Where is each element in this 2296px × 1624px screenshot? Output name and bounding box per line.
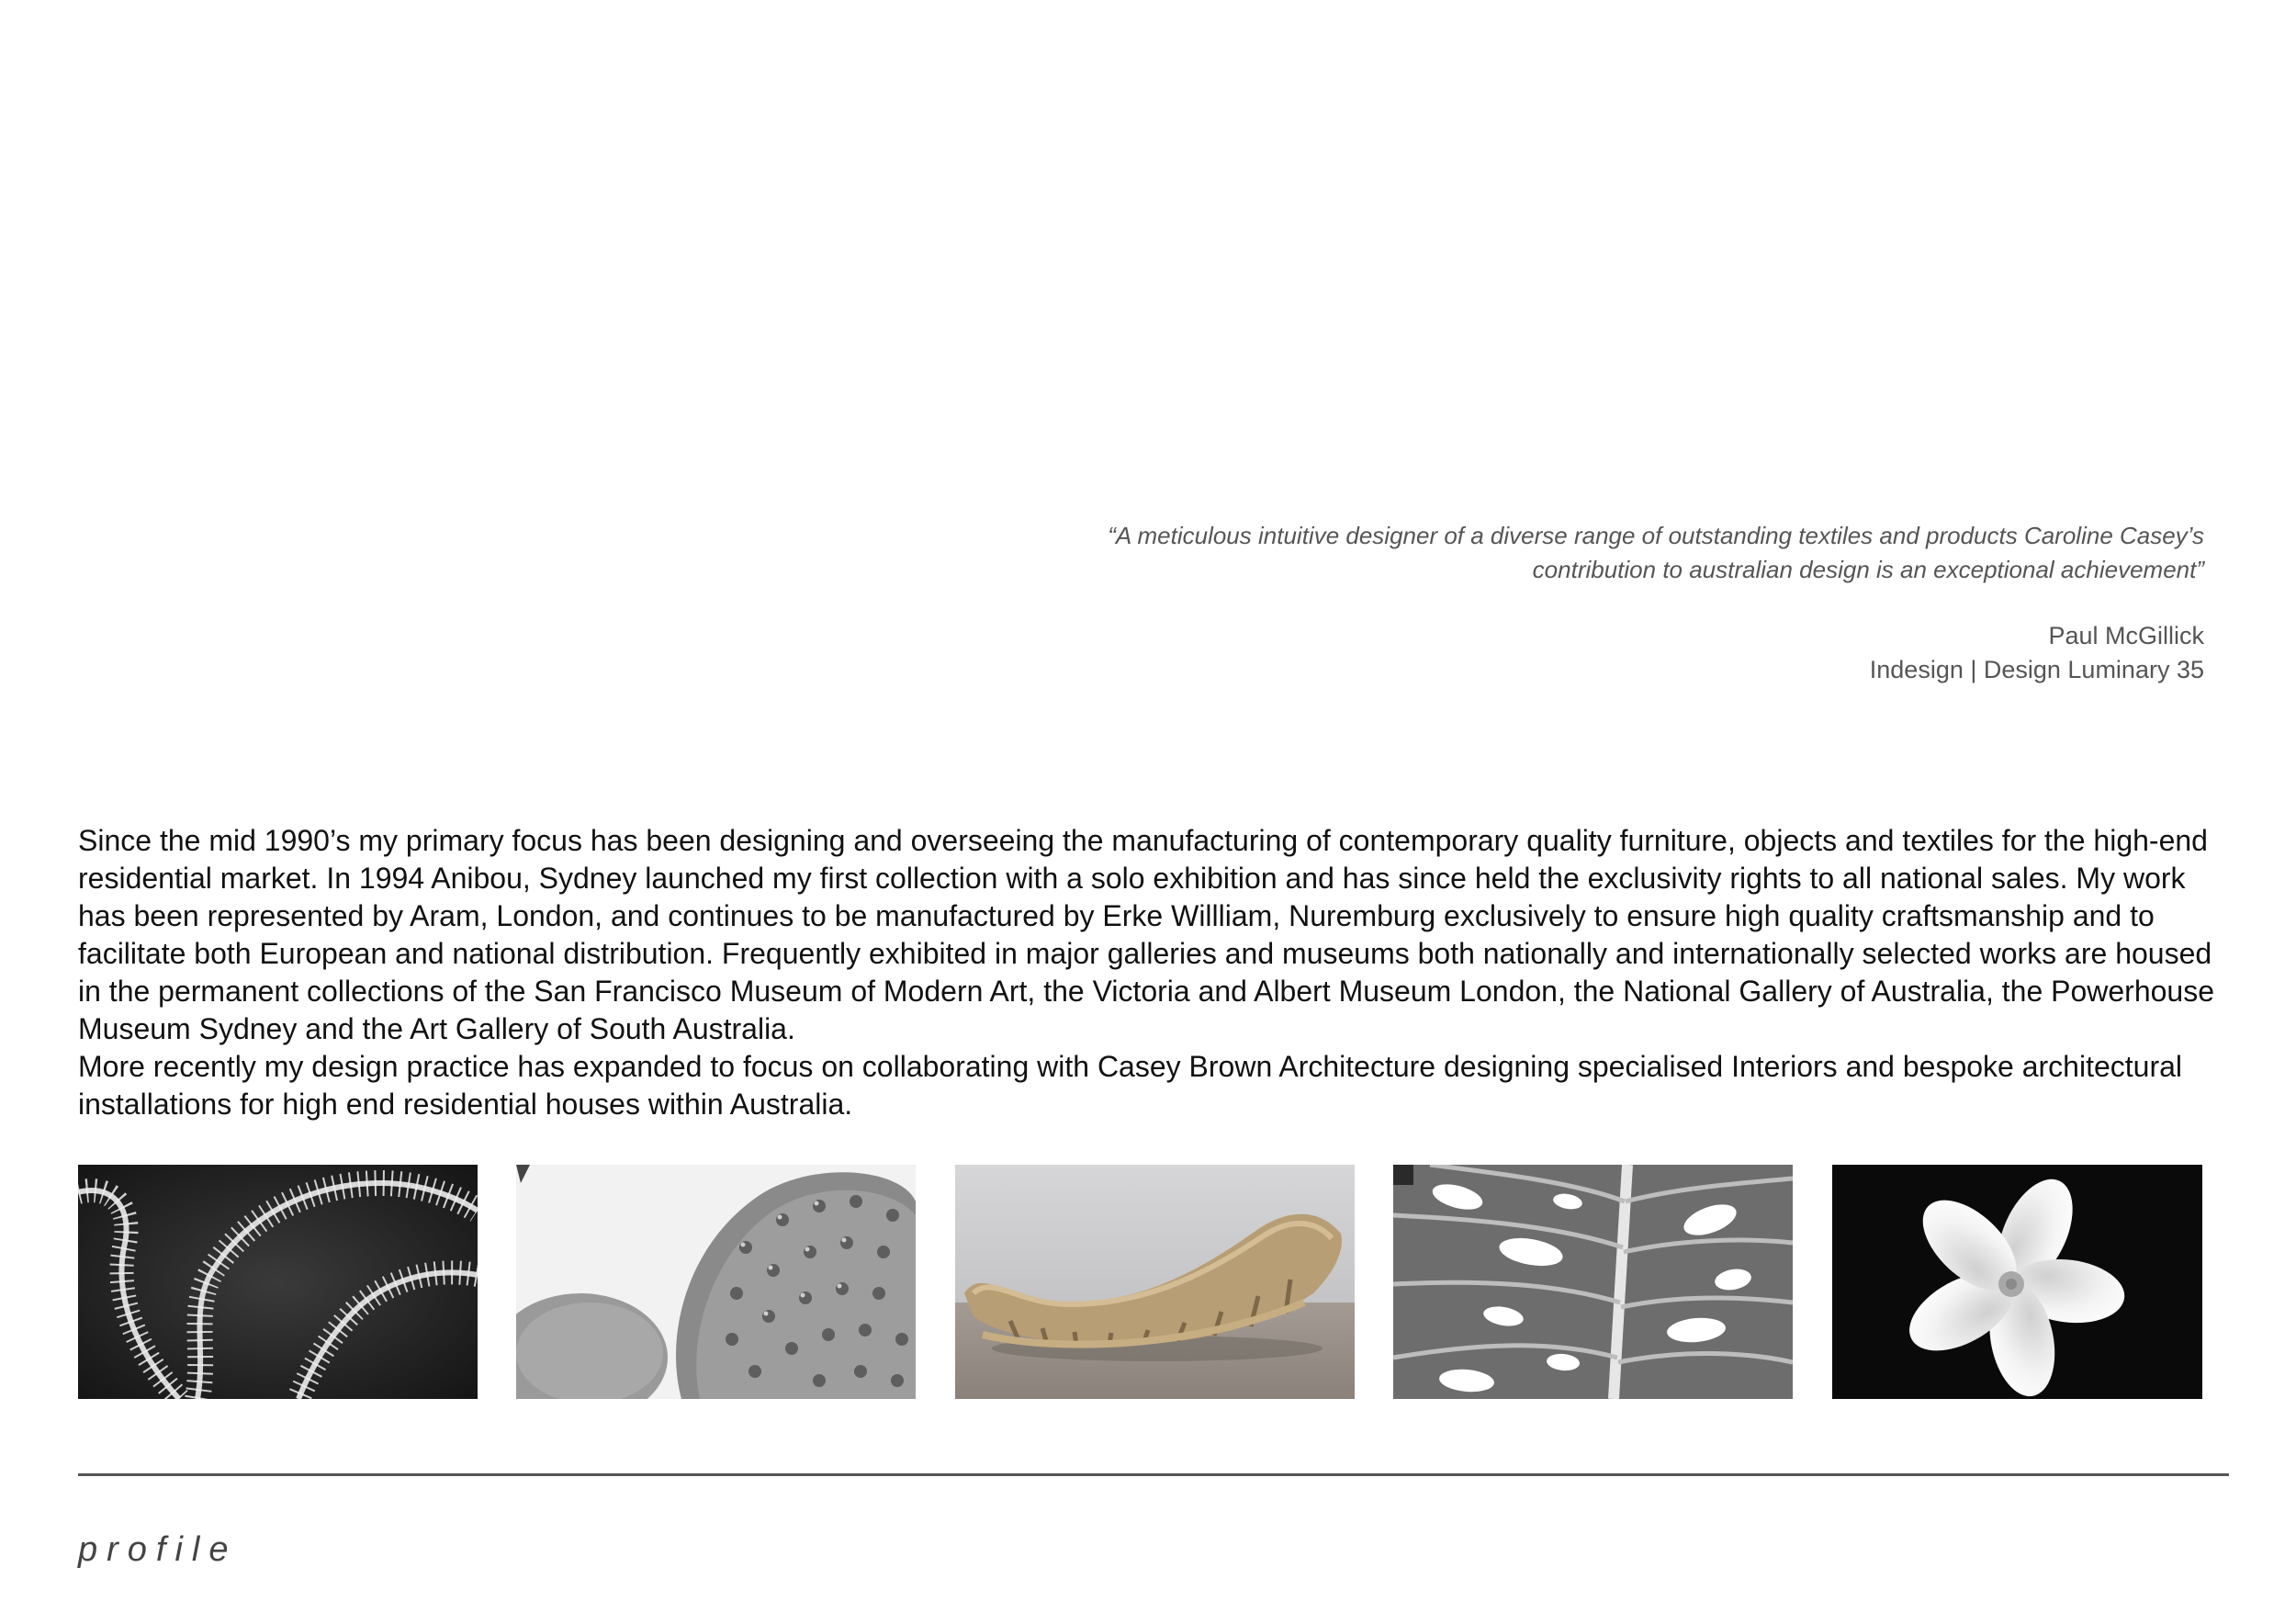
snake-skeleton-photo (78, 1165, 478, 1399)
quote-text (918, 519, 2204, 587)
quote-source: Indesign | Design Luminary 35 (1869, 656, 2204, 683)
quote-attribution (918, 619, 2204, 687)
quote-author: Paul McGillick (2048, 622, 2204, 649)
bio-paragraph-1: Since the mid 1990’s my primary focus has been designing and overseeing the manufacturing of contemporary quality furniture, objects and textiles for the high-end residential market. In 1994 Anibou, Sydney launched my first collection with a solo exhibition and has since held the exclusivity rights to all national sales. My work has been represented by Aram, London, and continues to be manufactured by Erke Willliam, Nuremburg exclusively to ensure high quality craftsmanship and to facilitate both European and national distribution. Frequently exhibited in major galleries and museums both nationally and internationally selected works are housed in the permanent collections of the San Francisco Museum of Modern Art, the Victoria and Albert Museum London, the National Gallery of Australia, the Powerhouse Museum Sydney and the Art Gallery of South Australia. (78, 824, 2215, 1045)
quote-line-2: contribution to australian design is an exceptional achievement” (1532, 556, 2204, 583)
quote-line-1: “A meticulous intuitive designer of a diverse range of outstanding textiles and products Caroline Casey’s (1108, 522, 2204, 549)
quote-block (918, 519, 2204, 687)
section-label: profile (78, 1530, 238, 1569)
bio-paragraph-2: More recently my design practice has expanded to focus on collaborating with Casey Brown Architecture designing specialised Interiors and bespoke architectural installations for high end residential houses within Australia. (78, 1050, 2183, 1121)
footer-divider (78, 1473, 2229, 1476)
frangipani-flower-photo (1832, 1165, 2202, 1399)
bio-text (78, 822, 2218, 1123)
woven-lounge-chair-photo (955, 1165, 1355, 1399)
monstera-leaf-photo (1393, 1165, 1793, 1399)
cactus-pad-photo (516, 1165, 916, 1399)
image-gallery (78, 1165, 2202, 1399)
